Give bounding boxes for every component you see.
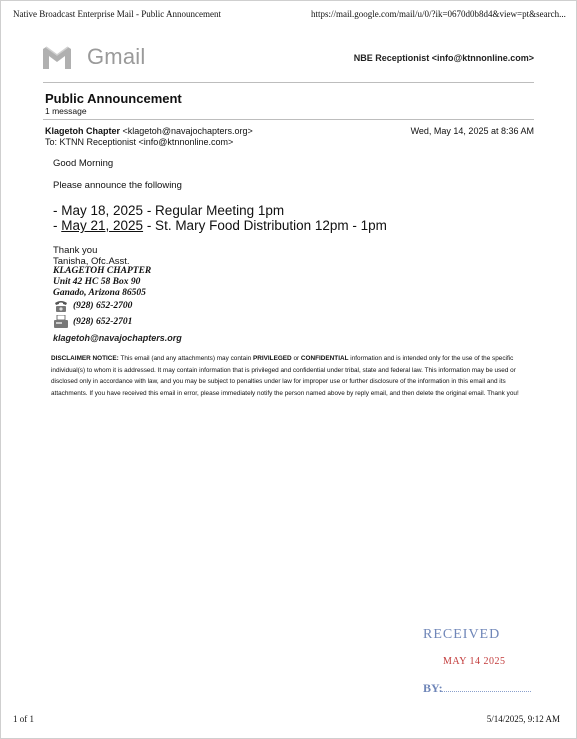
- print-url[interactable]: https://mail.google.com/mail/u/0/?ik=0670d0b8d4&view=pt&search...: [311, 9, 566, 19]
- disclaimer-or: or: [291, 355, 301, 362]
- disclaimer-text: information and is intended only for the use of the specific individual(s) to whom it is addressed. It may contain information that is privileged and confidential under tribal, state and federal law. This information may be used or disclosed only in accordance with law, and you may be subject to penalties under law for improper use or further disclosure of the information in this email and its attachments. If you have received this email in error, please immediately notify the person named above by reply email, and then delete the original email. Thank you!: [51, 355, 519, 397]
- signature-block: [53, 266, 151, 299]
- message-count: 1 message: [45, 106, 87, 116]
- stamp-date: MAY 14 2025: [443, 656, 506, 667]
- page-number: 1 of 1: [13, 714, 34, 724]
- announcement-date-link[interactable]: May 21, 2025: [61, 218, 144, 233]
- announcement-text: - Regular Meeting 1pm: [143, 203, 285, 218]
- sender-name: Klagetoh Chapter: [45, 126, 121, 136]
- announcement-bullet: -: [53, 218, 62, 233]
- recipient-line: To: KTNN Receptionist <info@ktnnonline.com>: [45, 137, 234, 147]
- disclaimer-notice: [51, 353, 535, 399]
- gmail-logo: [41, 43, 145, 71]
- sender-email[interactable]: <klagetoh@navajochapters.org>: [122, 126, 253, 136]
- announcement-item: [53, 203, 284, 218]
- fax-row: [53, 315, 132, 329]
- print-timestamp: 5/14/2025, 9:12 AM: [486, 714, 560, 724]
- signature-email[interactable]: klagetoh@navajochapters.org: [53, 333, 182, 343]
- print-title: Native Broadcast Enterprise Mail - Public Announcement: [13, 9, 221, 19]
- thread-subject: Public Announcement: [45, 91, 182, 106]
- signature-address-1: Unit 42 HC 58 Box 90: [53, 277, 141, 287]
- gmail-m-icon: [41, 43, 73, 71]
- stamp-signature-line: [441, 691, 531, 692]
- announcement-date: May 18, 2025: [61, 203, 144, 218]
- phone-row: [53, 299, 132, 313]
- stamp-by: BY:: [423, 681, 443, 695]
- disclaimer-label: DISCLAIMER NOTICE:: [51, 355, 119, 362]
- request-line: Please announce the following: [53, 180, 182, 191]
- sender-line: [45, 126, 253, 136]
- announcement-item: [53, 218, 387, 233]
- divider: [43, 119, 534, 120]
- divider: [43, 82, 534, 83]
- message-date: Wed, May 14, 2025 at 8:36 AM: [410, 126, 534, 136]
- received-stamp: [421, 627, 541, 707]
- greeting: Good Morning: [53, 158, 114, 169]
- announcement-text: - St. Mary Food Distribution 12pm - 1pm: [143, 218, 387, 233]
- signature-address-2: Ganado, Arizona 86505: [53, 288, 146, 298]
- gmail-wordmark: Gmail: [87, 44, 146, 69]
- signature-org: KLAGETOH CHAPTER: [53, 266, 152, 276]
- thanks-line: Thank you: [53, 245, 98, 256]
- disclaimer-confidential: CONFIDENTIAL: [300, 355, 349, 362]
- closing: [53, 245, 130, 267]
- disclaimer-text: This email (and any attachments) may contain: [118, 355, 253, 362]
- announcement-bullet: -: [53, 203, 62, 218]
- fax-icon: [53, 315, 69, 329]
- account-label: NBE Receptionist <info@ktnnonline.com>: [353, 53, 534, 63]
- signer-name: Tanisha, Ofc.Asst.: [53, 256, 130, 267]
- stamp-received: RECEIVED: [423, 627, 501, 642]
- disclaimer-privileged: PRIVILEGED: [252, 355, 292, 362]
- phone-number: (928) 652-2700: [73, 301, 133, 311]
- fax-number: (928) 652-2701: [73, 317, 133, 327]
- telephone-icon: [53, 299, 69, 313]
